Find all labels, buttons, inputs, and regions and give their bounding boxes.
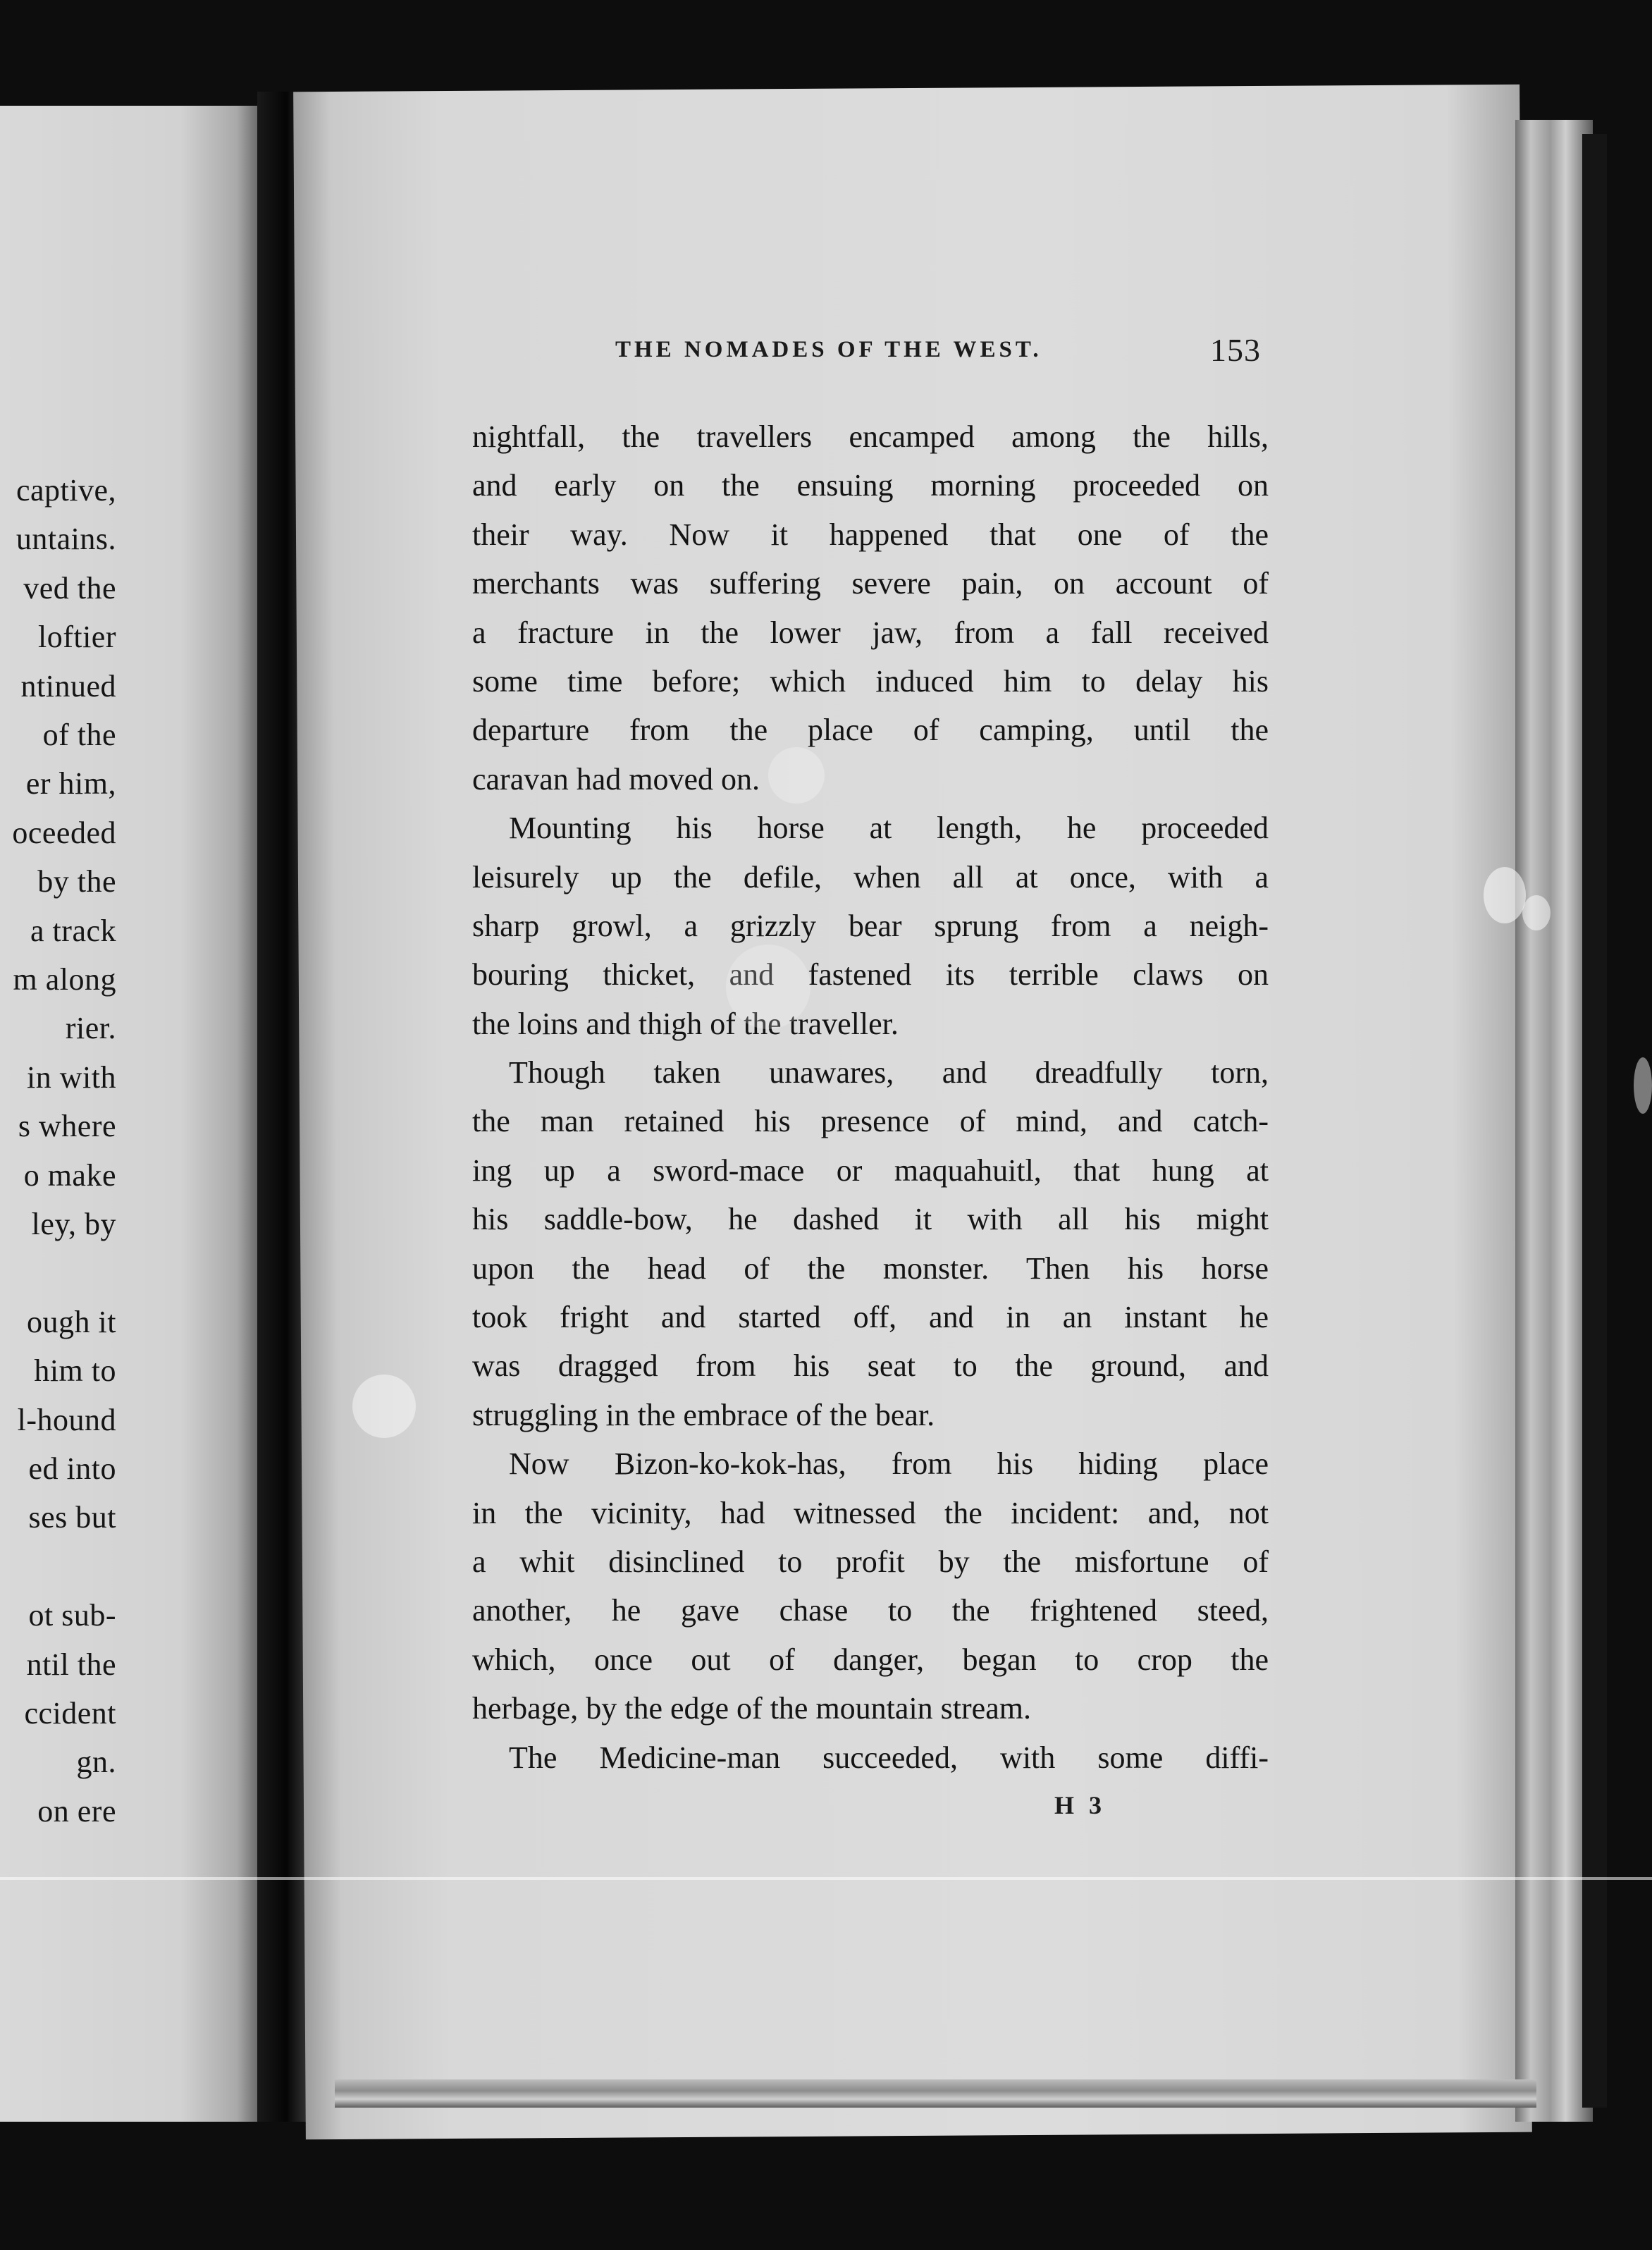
left-page-line: ed into [28,1451,116,1486]
text-line: The Medicine-man succeeded, with some diffi- [509,1740,1269,1775]
text-line: ing up a sword-mace or maquahuitl, that hung at [472,1152,1269,1188]
left-page-line: l-hound [17,1402,116,1437]
text-line: caravan had moved on. [472,761,760,797]
text-line: in the vicinity, had witnessed the incident: and, not [472,1495,1269,1530]
left-page-line: s where [18,1109,116,1144]
page-edges [1515,120,1593,2122]
left-page-line: by the [37,864,116,899]
left-facing-page [0,106,257,2122]
left-page-line: in with [27,1059,116,1095]
text-line: a whit disinclined to profit by the misfortune of [472,1544,1269,1579]
left-page-line: a track [30,913,116,948]
text-line: Now Bizon-ko-kok-has, from his hiding place [509,1446,1269,1482]
left-page-line: o make [23,1157,116,1193]
left-page-line: rier. [65,1011,116,1046]
text-line: departure from the place of camping, until the [472,713,1269,748]
left-page-line: ccident [24,1696,116,1730]
text-line: their way. Now it happened that one of the [472,517,1269,552]
scan-artifact-line [0,1877,1652,1880]
left-page-line: gn. [76,1745,116,1780]
cover-edge [1582,134,1607,2108]
text-line: some time before; which induced him to delay his [472,663,1269,699]
text-line: upon the head of the monster. Then his horse [472,1250,1269,1286]
text-line: another, he gave chase to the frightened steed, [472,1593,1269,1628]
running-head-title: THE NOMADES OF THE WEST. [615,337,1042,362]
left-page-line: er him, [25,766,116,801]
text-line: sharp growl, a grizzly bear sprung from a neigh- [472,908,1269,943]
left-page-line: loftier [37,620,116,655]
text-line: Mounting his horse at length, he proceeded [509,811,1269,846]
left-page-line: ough it [27,1304,116,1339]
left-page-line: captive, [16,473,116,508]
text-line: bouring thicket, and fastened its terrible claws on [472,957,1269,992]
left-page-line: m along [13,962,116,997]
left-page-line: on ere [37,1793,116,1828]
signature-mark: H 3 [1054,1791,1107,1819]
scan-speck [352,1375,416,1438]
text-line: his saddle-bow, he dashed it with all his might [472,1202,1269,1237]
body-text [472,412,1269,1782]
text-line: herbage, by the edge of the mountain stream. [472,1691,1031,1726]
text-line: the loins and thigh of the traveller. [472,1006,899,1041]
scan-speck [1484,867,1526,923]
left-page-line: ntinued [20,668,116,703]
text-line: and early on the ensuing morning proceeded on [472,468,1269,503]
text-line: struggling in the embrace of the bear. [472,1397,935,1432]
text-line: took fright and started off, and in an instant he [472,1300,1269,1335]
left-page-line: untains. [16,522,116,557]
left-page-line: ses but [28,1500,116,1535]
left-page-line: ley, by [31,1207,116,1241]
left-page-line: ot sub- [28,1598,116,1633]
left-page-line: oceeded [12,815,116,850]
text-line: a fracture in the lower jaw, from a fall received [472,615,1269,650]
text-line: Though taken unawares, and dreadfully torn, [509,1055,1269,1090]
left-page-line: him to [34,1353,116,1389]
left-page-line: of the [42,718,116,752]
bottom-page-edge [335,2079,1536,2108]
text-line: was dragged from his seat to the ground, and [472,1348,1269,1384]
scan-speck [768,747,825,804]
scan-speck [1522,895,1551,930]
page-number: 153 [1210,332,1261,368]
text-line: merchants was suffering severe pain, on account of [472,566,1269,601]
text-line: which, once out of danger, began to crop the [472,1642,1269,1677]
scan-speck [1634,1057,1652,1114]
left-page-line: ntil the [26,1647,116,1682]
text-line: the man retained his presence of mind, and catch- [472,1104,1269,1139]
text-line: nightfall, the travellers encamped among the hills, [472,419,1269,454]
scan-speck [726,945,810,1029]
text-line: leisurely up the defile, when all at once, with a [472,859,1269,895]
left-page-line: ved the [23,570,116,605]
